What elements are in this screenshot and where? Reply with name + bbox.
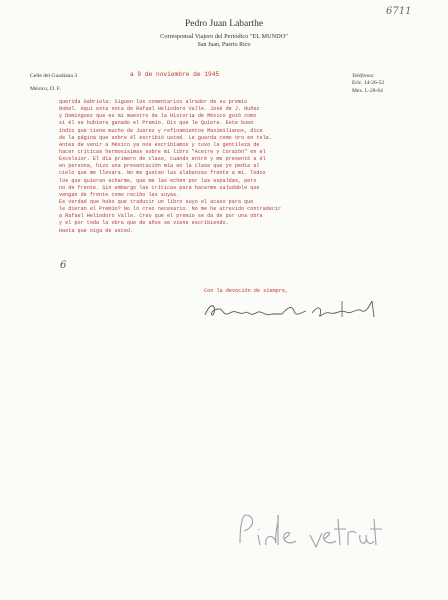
letter-body [59,99,389,235]
body-line: los que quieran echarme, que me las echen por las espaldas, pero [59,177,257,184]
body-line: le dieran el Premio? No lo creo necesario. No me he atrevido contradecir [59,206,282,213]
body-line: si él se hubiera ganado el Premio. Dix que le Quiere. Este buen [59,120,254,127]
reference-number-handwritten [384,3,424,17]
phone-mex: Mex. L-28-64 [352,87,383,94]
address-city: México, D. F. [30,86,61,92]
body-line: en persona, hizo una presentación mía en la clase que yo pedía al [59,163,260,170]
body-line: de la página que sobre él escribió usted. Le guarda como oro en tela. [59,134,272,141]
letterhead-title: Corresponsal Viajero del Periódico "EL MUNDO" [160,33,288,40]
margin-mark-handwritten [60,257,68,271]
body-line: querida Gabriela: Siguen los comentarios alrador de su premio [59,99,248,105]
body-line: y el por toda la obra que de años se viene escribiendo. [59,220,229,227]
body-line: hacer críticas hermosisimas sobre mi libro "Acetre y Corazón" en el [59,148,266,155]
phone-eric: Eric. 14-26-52 [352,80,385,87]
body-line: indio que tiene mucho de Juarez y refinamientos Maximilianos, dice [59,127,263,134]
body-line: Hasta que oiga de usted. [59,227,134,234]
closing-line: Con la devoción de siempre, [204,288,289,294]
body-line: a Rafael Heliodoro Valle. Creo que el premio se da de por una obra [59,213,263,220]
phone-label: Teléfonos: [352,73,375,79]
address-street: Celle del Guadiana 3 [30,73,78,79]
body-line: Nobel. Aquí esta nota de Rafael Heliodoro Valle. José de J. Nuñez [59,106,260,113]
body-line: Excelsior. El día primero de clase, cuando entré y me presenté a él [59,156,266,163]
body-line: cielo que me llevara. No me gustan las alabanzas frente a mí. Todos [59,170,266,177]
body-line: no de frente. Sin embargo las críticas para hacerme saludable que [59,184,260,191]
body-line: vengan de frente como recibo las suyas. [59,191,180,198]
reference-number: 6711 [386,6,412,17]
margin-mark: 6 [60,260,67,271]
signature-handwritten [202,293,382,323]
letterhead-name: Pedro Juan Labarthe [184,19,264,29]
body-line: y Domínguez que es mi maestro de la Historia de México gozó como [59,113,257,120]
handwritten-notation [234,505,384,555]
letterhead-city: San Juan, Puerto Rico [197,42,251,48]
letter-date: a 9 de noviembre de 1945 [130,71,220,78]
phone-block [352,73,384,95]
body-line: Antes de venir a México ya nos escribíamos y tuvo la gentileza de [59,141,260,148]
body-line: Es verdad que hubo que traducir un libro suyo el acaso para que [59,198,254,205]
